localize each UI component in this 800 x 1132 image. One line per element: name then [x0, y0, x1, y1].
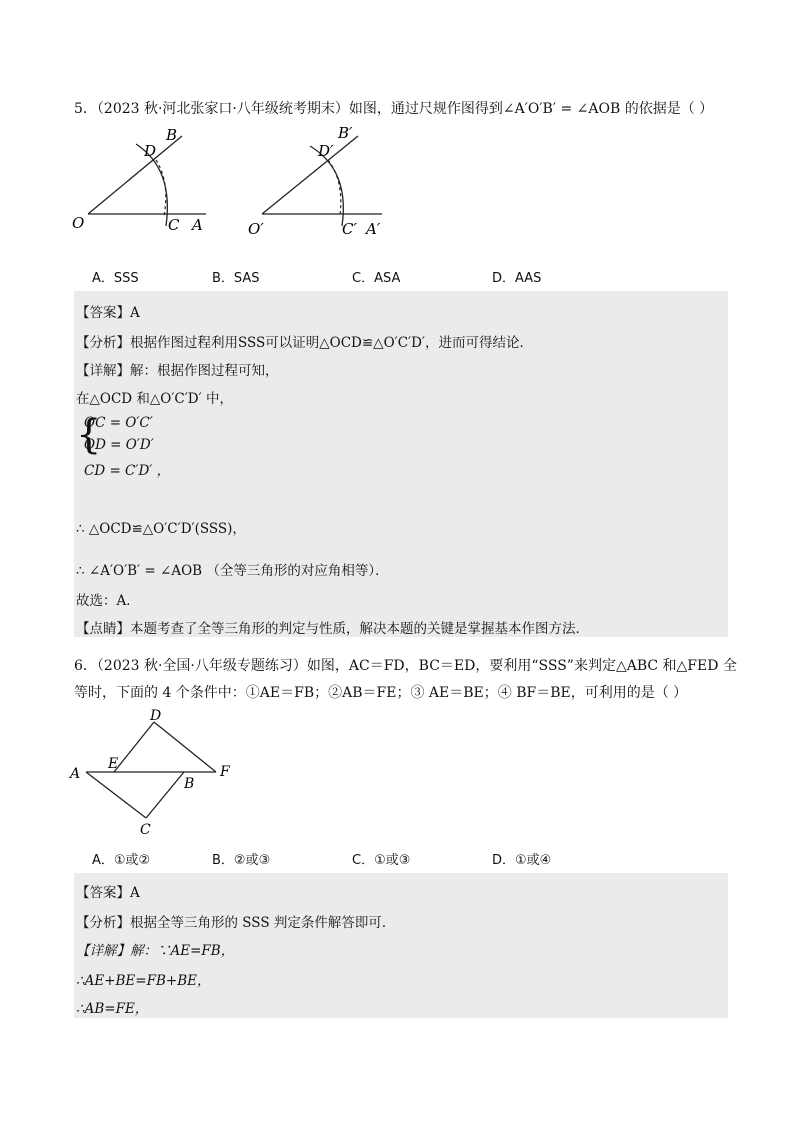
q5-choice-c: C．ASA [352, 271, 401, 286]
q6-stem-line2: 等时，下面的 4 个条件中：①AE＝FB；②AB＝FE；③ AE＝BE；④ BF＝BE，可利用的是（ ） [74, 685, 688, 701]
q6-answer: 【答案】A [76, 885, 140, 901]
q5-eq2: OD = O′D′ [84, 437, 154, 453]
label-b2: B′ [338, 124, 353, 142]
segment-ed [114, 722, 154, 772]
q6-choice-d: D．①或④ [492, 853, 552, 868]
q5-stem: 5．（2023 秋·河北张家口·八年级统考期末）如图，通过尺规作图得到∠A′O′B′ = ∠AOB 的依据是（ ） [74, 101, 714, 117]
label-a: A [70, 766, 81, 782]
q5-solution-box [74, 291, 728, 637]
q5-figure [66, 124, 396, 244]
q6-figure [66, 706, 246, 842]
q6-solution-box [74, 873, 728, 1018]
label-a2: A′ [366, 220, 381, 238]
label-c2: C′ [342, 220, 357, 238]
q6-choice-a: A．①或② [92, 853, 151, 868]
label-e: E [108, 756, 119, 772]
q5-choose: 故选：A． [76, 593, 140, 609]
label-a: A [192, 216, 203, 234]
q5-comment: 【点睛】本题考查了全等三角形的判定与性质，解决本题的关键是掌握基本作图方法． [76, 621, 589, 637]
q6-choice-b: B．②或③ [212, 853, 271, 868]
label-d: D [150, 708, 162, 724]
segment-df [154, 722, 216, 772]
q5-choice-b: B．SAS [212, 271, 260, 286]
q5-conclude1: ∴ △OCD≌△O′C′D′(SSS)， [76, 521, 246, 537]
q5-conclude2: ∴ ∠A′O′B′ = ∠AOB （全等三角形的对应角相等）． [76, 563, 389, 579]
brace: { [76, 412, 102, 458]
q5-eq1: OC = O′C′ [84, 415, 153, 431]
q5-answer: 【答案】A [76, 305, 140, 321]
segment-ac [86, 772, 146, 818]
q5-in-triangles: 在△OCD 和△O′C′D′ 中， [76, 391, 233, 407]
label-d2: D′ [318, 142, 334, 160]
label-o: O [72, 214, 85, 232]
q6-step1: ∴AE+BE=FB+BE， [76, 973, 211, 989]
arc-dashed-1 [156, 160, 166, 216]
q5-detail: 【详解】解：根据作图过程可知， [76, 363, 279, 379]
q6-detail: 【详解】解：∵AE=FB， [76, 943, 235, 959]
q6-analysis: 【分析】根据全等三角形的 SSS 判定条件解答即可． [76, 915, 396, 931]
q5-eq3: CD = C′D′ ， [84, 463, 171, 479]
q6-choice-c: C．①或③ [352, 853, 411, 868]
segment-bc [146, 772, 184, 818]
arc-dashed-2 [328, 160, 341, 216]
label-d: D [144, 142, 157, 160]
label-f: F [220, 764, 230, 780]
label-o2: O′ [248, 220, 264, 238]
q6-stem-line1: 6．（2023 秋·全国·八年级专题练习）如图，AC＝FD，BC＝ED，要利用“SSS”来判定△ABC 和△FED 全 [74, 658, 737, 674]
label-b: B [166, 126, 178, 144]
label-c: C [168, 216, 180, 234]
q5-analysis: 【分析】根据作图过程利用SSS可以证明△OCD≌△O′C′D′，进而可得结论． [76, 335, 533, 351]
q5-choice-d: D．AAS [492, 271, 542, 286]
q5-choice-a: A．SSS [92, 271, 139, 286]
label-b: B [184, 776, 195, 792]
q6-step2: ∴AB=FE， [76, 1001, 149, 1017]
label-c: C [140, 822, 151, 838]
